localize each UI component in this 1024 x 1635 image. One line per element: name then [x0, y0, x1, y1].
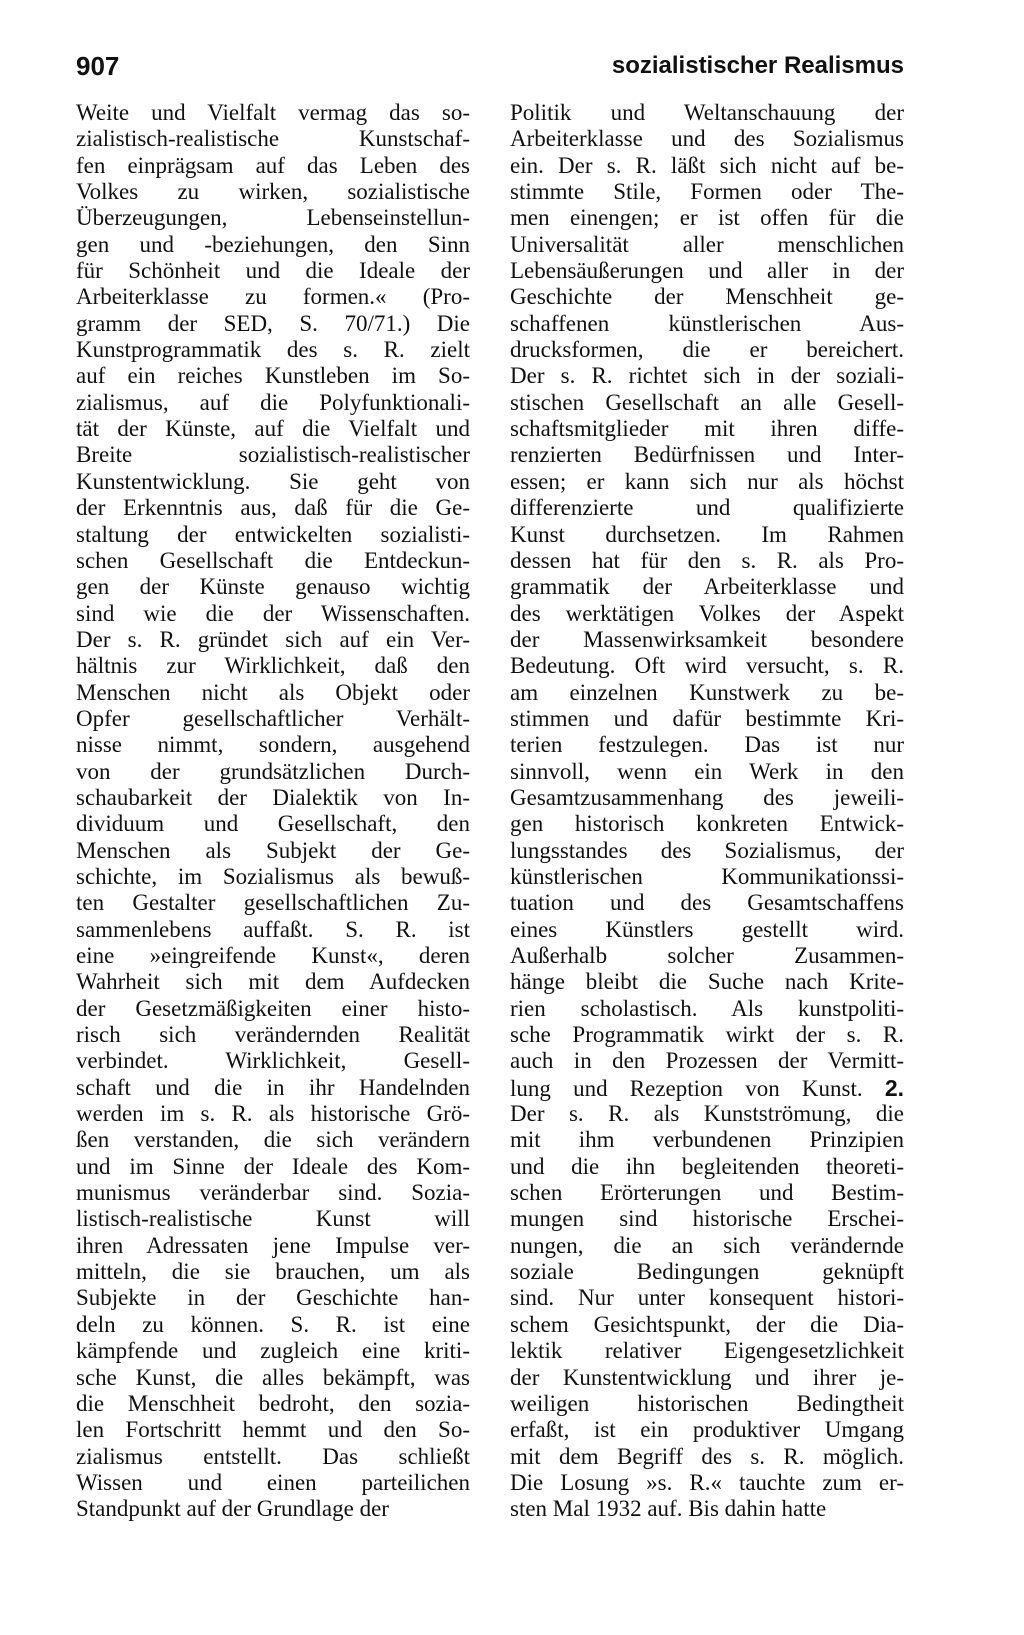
text-line: drucksformen, die er bereichert. — [510, 337, 904, 363]
text-line: sche Kunst, die alles bekämpft, was — [76, 1364, 470, 1390]
text-line: mit ihm verbundenen Prinzipien — [510, 1127, 904, 1153]
text-line: Lebensäußerungen und aller in der — [510, 258, 904, 284]
text-line: sind. Nur unter konsequent histori- — [510, 1285, 904, 1311]
text-line: Menschen als Subjekt der Ge- — [76, 837, 470, 863]
text-line: hältnis zur Wirklichkeit, daß den — [76, 653, 470, 679]
text-line: zialismus entstellt. Das schließt — [76, 1443, 470, 1469]
text-line: Volkes zu wirken, sozialistische — [76, 179, 470, 205]
text-line: die Menschheit bedroht, den sozia- — [76, 1390, 470, 1416]
text-line: nisse nimmt, sondern, ausgehend — [76, 732, 470, 758]
page-number: 907 — [76, 51, 120, 81]
text-line: sind wie die der Wissenschaften. — [76, 600, 470, 626]
text-line: Universalität aller menschlichen — [510, 231, 904, 257]
text-line: kämpfende und zugleich eine kriti- — [76, 1338, 470, 1364]
text-line: Standpunkt auf der Grundlage der — [76, 1496, 389, 1522]
text-line: für Schönheit und die Ideale der — [76, 258, 470, 284]
text-line: essen; er kann sich nur als höchst — [510, 468, 904, 494]
text-line: künstlerischen Kommunikationssi- — [510, 863, 904, 889]
text-line: Kunstentwicklung. Sie geht von — [76, 468, 470, 494]
text-line: mitteln, die sie brauchen, um als — [76, 1259, 470, 1285]
text-line: gramm der SED, S. 70/71.) Die — [76, 310, 470, 336]
text-line: grammatik der Arbeiterklasse und — [510, 574, 904, 600]
text-line: schen Erörterungen und Bestim- — [510, 1180, 904, 1206]
text-line: hänge bleibt die Suche nach Krite- — [510, 969, 904, 995]
text-line: ßen verstanden, die sich verändern — [76, 1127, 470, 1153]
text-line: gen und -beziehungen, den Sinn — [76, 231, 470, 257]
text-line: erfaßt, ist ein produktiver Umgang — [510, 1417, 904, 1443]
text-line: Außerhalb solcher Zusammen- — [510, 943, 904, 968]
text-line: des werktätigen Volkes der Aspekt — [510, 600, 904, 626]
text-line: staltung der entwickelten sozialisti- — [76, 521, 470, 547]
text-line: Arbeiterklasse und des Sozialismus — [510, 126, 904, 152]
text-line: Weite und Vielfalt vermag das so- — [76, 100, 470, 125]
text-line: und im Sinne der Ideale des Kom- — [76, 1153, 470, 1179]
text-line: schaftsmitglieder mit ihren diffe- — [510, 416, 904, 442]
text-line: mit dem Begriff des s. R. möglich. — [510, 1443, 904, 1469]
text-line: Wahrheit sich mit dem Aufdecken — [76, 969, 470, 995]
text-line: risch sich verändernden Realität — [76, 1022, 470, 1048]
text-line: dividuum und Gesellschaft, den — [76, 811, 470, 837]
text-line: Kunstprogrammatik des s. R. zielt — [76, 337, 470, 363]
text-line: men einengen; er ist offen für die — [510, 205, 904, 231]
text-line: am einzelnen Kunstwerk zu be- — [510, 679, 904, 705]
text-line: eines Künstlers gestellt wird. — [510, 916, 904, 942]
text-line: stimmte Stile, Formen oder The- — [510, 179, 904, 205]
text-line: sammenlebens auffaßt. S. R. ist — [76, 916, 470, 942]
text-line: schem Gesichtspunkt, der die Dia- — [510, 1311, 904, 1337]
text-line: Politik und Weltanschauung der — [510, 100, 904, 125]
text-line: tät der Künste, auf die Vielfalt und — [76, 416, 470, 442]
text-column-left — [76, 100, 470, 1523]
text-line: stimmen und dafür bestimmte Kri- — [510, 705, 904, 731]
text-line: nungen, die an sich verändernde — [510, 1232, 904, 1258]
text-line: zialistisch-realistische Kunstschaf- — [76, 126, 470, 152]
text-line: soziale Bedingungen geknüpft — [510, 1259, 904, 1285]
text-line: lektik relativer Eigengesetzlichkeit — [510, 1338, 904, 1364]
text-line: Die Losung »s. R.« tauchte zum er- — [510, 1469, 904, 1495]
text-line: lungsstandes des Sozialismus, der — [510, 837, 904, 863]
text-line: fen einprägsam auf das Leben des — [76, 152, 470, 178]
text-line: eine »eingreifende Kunst«, deren — [76, 943, 470, 968]
text-line: Opfer gesellschaftlicher Verhält- — [76, 705, 470, 731]
text-line: schaffenen künstlerischen Aus- — [510, 310, 904, 336]
text-line: schen Gesellschaft die Entdeckun- — [76, 547, 470, 573]
text-line: Gesamtzusammenhang des jeweili- — [510, 784, 904, 810]
text-line: gen der Künste genauso wichtig — [76, 574, 470, 600]
text-line: von der grundsätzlichen Durch- — [76, 758, 470, 784]
text-line: deln zu können. S. R. ist eine — [76, 1311, 470, 1337]
text-line: mungen sind historische Erschei- — [510, 1206, 904, 1232]
text-line: terien festzulegen. Das ist nur — [510, 732, 904, 758]
text-line: dessen hat für den s. R. als Pro- — [510, 547, 904, 573]
text-line: werden im s. R. als historische Grö- — [76, 1101, 470, 1127]
text-line: schaubarkeit der Dialektik von In- — [76, 784, 470, 810]
text-line: schaft und die in ihr Handelnden — [76, 1074, 470, 1100]
text-line: differenzierte und qualifizierte — [510, 495, 904, 521]
text-line: listisch-realistische Kunst will — [76, 1206, 470, 1232]
text-line: len Fortschritt hemmt und den So- — [76, 1417, 470, 1443]
text-line: zialismus, auf die Polyfunktionali- — [76, 389, 470, 415]
text-line: sten Mal 1932 auf. Bis dahin hatte — [510, 1496, 827, 1522]
text-line: verbindet. Wirklichkeit, Gesell- — [76, 1048, 470, 1074]
text-line: stischen Gesellschaft an alle Gesell- — [510, 389, 904, 415]
text-line: Der s. R. gründet sich auf ein Ver- — [76, 626, 470, 652]
text-line: renzierten Bedürfnissen und Inter- — [510, 442, 904, 468]
text-line: weiligen historischen Bedingtheit — [510, 1390, 904, 1416]
text-line: der Erkenntnis aus, daß für die Ge- — [76, 495, 470, 521]
text-line: Der s. R. als Kunstströmung, die — [510, 1101, 904, 1127]
text-line: ten Gestalter gesellschaftlichen Zu- — [76, 890, 470, 916]
text-line: der Gesetzmäßigkeiten einer histo- — [76, 995, 470, 1021]
text-line: munismus veränderbar sind. Sozia- — [76, 1180, 470, 1206]
section-number: 2. — [884, 1074, 904, 1101]
text-line: sinnvoll, wenn ein Werk in den — [510, 758, 904, 784]
text-line: und die ihn begleitenden theoreti- — [510, 1153, 904, 1179]
text-line: sche Programmatik wirkt der s. R. — [510, 1022, 904, 1048]
text-line: Geschichte der Menschheit ge- — [510, 284, 904, 310]
text-line: rien scholastisch. Als kunstpoliti- — [510, 995, 904, 1021]
text-line: gen historisch konkreten Entwick- — [510, 811, 904, 837]
text-line: auf ein reiches Kunstleben im So- — [76, 363, 470, 389]
text-line: Kunst durchsetzen. Im Rahmen — [510, 521, 904, 547]
text-line: lung und Rezeption von Kunst. 2. — [510, 1074, 904, 1101]
text-line: der Massenwirksamkeit besondere — [510, 626, 904, 652]
text-line: Breite sozialistisch-realistischer — [76, 442, 470, 468]
text-line: Der s. R. richtet sich in der soziali- — [510, 363, 904, 389]
text-line: tuation und des Gesamtschaffens — [510, 890, 904, 916]
text-line: Menschen nicht als Objekt oder — [76, 679, 470, 705]
text-line: auch in den Prozessen der Vermitt- — [510, 1048, 904, 1074]
text-column-right — [510, 100, 904, 1523]
text-line: schichte, im Sozialismus als bewuß- — [76, 863, 470, 889]
text-line: ein. Der s. R. läßt sich nicht auf be- — [510, 152, 904, 178]
text-line: Arbeiterklasse zu formen.« (Pro- — [76, 284, 470, 310]
text-line: der Kunstentwicklung und ihrer je- — [510, 1364, 904, 1390]
text-line: Subjekte in der Geschichte han- — [76, 1285, 470, 1311]
text-line: ihren Adressaten jene Impulse ver- — [76, 1232, 470, 1258]
text-line: Bedeutung. Oft wird versucht, s. R. — [510, 653, 904, 679]
page-header — [76, 48, 904, 88]
running-head: sozialistischer Realismus — [611, 52, 904, 79]
text-line: Überzeugungen, Lebenseinstellun- — [76, 205, 470, 231]
text-line: Wissen und einen parteilichen — [76, 1469, 470, 1495]
